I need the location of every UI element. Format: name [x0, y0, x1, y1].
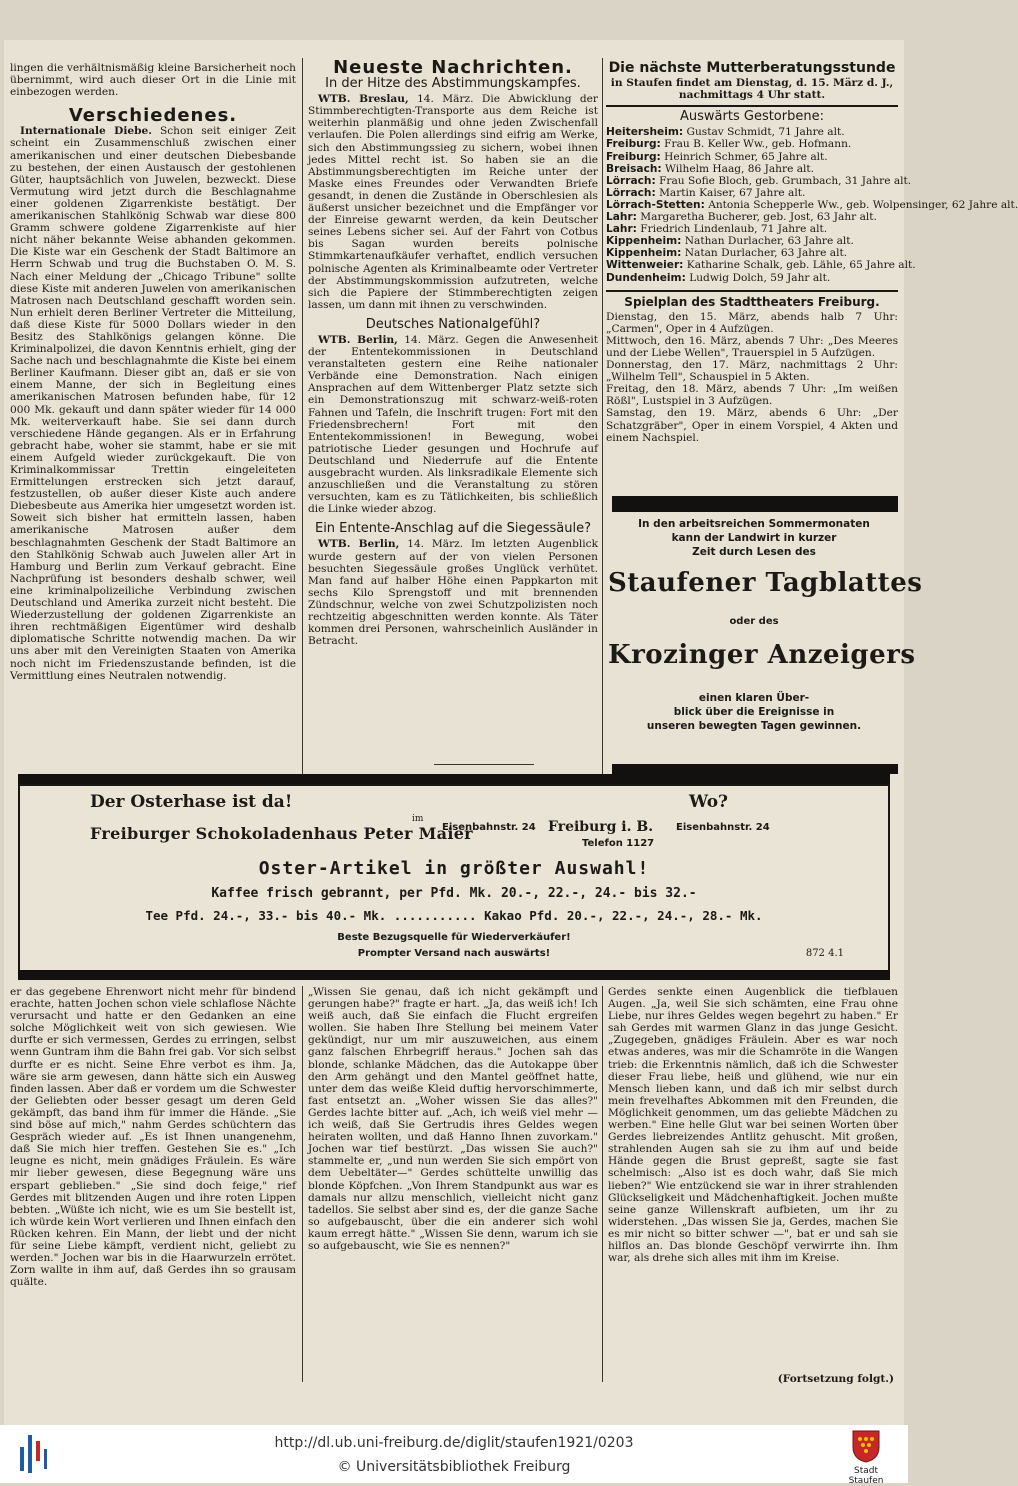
address-left: Eisenbahnstr. 24 [442, 822, 536, 833]
ad-top-bar [612, 496, 898, 512]
theater-list [606, 311, 898, 444]
section-heading-misc: Verschiedenes. [68, 105, 238, 127]
section-heading-news: Neueste Nachrichten. [333, 57, 573, 78]
news-lead-2: WTB. Berlin, [318, 333, 398, 346]
death-entry [606, 126, 898, 138]
death-place: Freiburg: [606, 138, 661, 151]
death-entry [606, 223, 898, 235]
copyright-text: © Universitätsbibliothek Freiburg [337, 1459, 571, 1475]
continued-label: (Fortsetzung folgt.) [777, 1373, 894, 1385]
death-place: Lörrach-Stetten: [606, 198, 705, 211]
serial-column-3 [608, 986, 898, 1372]
coffee-prices: Kaffee frisch gebrannt, per Pfd. Mk. 20.-, 22.-, 24.- bis 32.- [211, 886, 697, 901]
section-divider [434, 764, 534, 765]
death-details: Antonia Schepperle Ww., geb. Wolpensinger, 62 Jahre alt. [708, 198, 1018, 211]
left-column [10, 62, 296, 784]
article-lead: Internationale Diebe. [20, 125, 152, 138]
death-details: Frau B. Keller Ww., geb. Hofmann. [664, 138, 852, 151]
ad-bottom-line-3: unseren bewegten Tagen gewinnen. [646, 720, 862, 732]
staufen-crest-icon [851, 1429, 881, 1463]
death-entry [606, 174, 912, 187]
right-column [606, 58, 1018, 498]
news-text-2: 14. März. Gegen die Anwesenheit der Ententekommissionen in Deutschland veranstalteten gestern eine Reihe nationaler Verbände eine Demonstration. Nach einigen Ansprachen auf dem Wittenberger Platz setzte sich ein Demonstrationszug mit schwarz-weiß-roten Fahnen und Tafeln, die Inschrift trugen: Fort mit den Friedensbrechern! Fort mit den Ententekommissionen! in Bewegung, wobei patriotische Lieder gesungen und Hochrufe auf Deutschland und Niederrufe auf die Entente ausgebracht wurden. Als linksradikale Elemente sich anzuschließen und die Veranstaltung zu stören versuchten, kam es zu Tätlichkeiten, bis schließlich die Linke wieder abzog. [308, 333, 598, 516]
viewer-footer [0, 1425, 908, 1486]
death-place: Lahr: [606, 211, 637, 224]
death-entry [606, 247, 898, 259]
news-item-2 [308, 334, 598, 515]
news-item-1 [308, 93, 598, 311]
death-entry [606, 211, 898, 223]
ad-bottom-line-2: blick über die Ereignisse in [673, 706, 835, 718]
death-details: Ludwig Dolch, 59 Jahr alt. [689, 271, 831, 284]
death-details: Nathan Durlacher, 63 Jahre alt. [684, 235, 854, 248]
death-entry [606, 151, 898, 163]
wo-headline: Wo? [688, 792, 728, 812]
death-place: Wittenweier: [606, 259, 684, 272]
ad-top-line-1: In den arbeitsreichen Sommermonaten [638, 518, 870, 530]
news-subheading-2: Deutsches Nationalgefühl? [365, 316, 541, 332]
newspaper-page [4, 40, 1018, 1425]
column-divider [302, 58, 303, 778]
shop-name: Freiburger Schokoladenhaus Peter Maier [90, 824, 473, 843]
column-divider [602, 986, 603, 1382]
serial-column-1 [10, 986, 296, 1384]
death-entry [606, 198, 1018, 211]
death-place: Breisach: [606, 162, 662, 175]
article-body: Schon seit einiger Zeit scheint ein Zusammenschluß zwischen einer amerikanischen und einer deutschen Diebesbande zu bestehen, der einen Austausch der gestohlenen Güter, hauptsächlich von Juwelen, bezweckt. Diese Vermutung wird jetzt durch die Beschlagnahme einer goldenen Zigarrenkiste bestätigt. Der amerikanischen Stahlkönig Schwab war diese 800 Gramm schwere goldene Zigarrenkiste auf hier nicht näher bekannte Weise abhanden gekommen. Die Kiste war ein Geschenk der Stadt Baltimore an Herrn Schwab und trug die Buchstaben O. M. S. Nach einer Meldung der „Chicago Tribune" sollte diese Kiste mit anderen Juwelen von amerikanischen Matrosen nach Deutschland geschafft worden sein. Nun erhielt deren Berliner Vertreter die Mitteilung, daß diese Kiste für 5000 Dollars wieder in den Besitz des Stahlkönigs gelangen könne. Die Kriminalpolizei, die davon Kenntnis erhielt, ging der Sache nach und beschlagnahmte die Kiste bei einem Berliner Kaufmann. Dieser gibt an, daß er sie von einem Manne, der sich in Begleitung eines amerikanischen Matrosen befunden habe, für 12 000 Mk. gekauft und dann später wieder für 14 000 Mk. weiterverkauft habe. Sie sei dann durch verschiedene Hände gegangen. Als er in Erfahrung gebracht habe, woher sie stammt, habe er sie mit einem Aufgeld wieder zurückgekauft. Die von Kriminalkommissar Trettin eingeleiteten Ermittelungen erstrecken sich jetzt darauf, festzustellen, ob außer dieser Kiste auch andere Diebesbeute aus Amerika hier umgesetzt worden ist. Soweit sich bisher hat ermitteln lassen, haben amerikanische Matrosen außer dem beschlagnahmten Geschenk der Stadt Baltimore an den Stahlkönig Schwab auch Juwelen aller Art in Hamburg und Berlin zum Verkauf gebracht. Eine Nachprüfung ist besonders deshalb schwer, weil eine kriminalpolizeiliche Verbindung zwischen Deutschland und Amerika zurzeit nicht besteht. Die Wiederzustellung der goldenen Zigarrenkiste an ihren rechtmäßigen Eigentümer wird deshalb diplomatische Schritte notwendig machen. Da wir uns aber mit den Vereinigten Staaten von Amerika noch nicht im Friedenszustande befinden, ist die Vermittlung eines Neutralen notwendig. [10, 125, 296, 682]
ad-top-line-2: kann der Landwirt in kurzer [671, 532, 837, 544]
document-url[interactable]: http://dl.ub.uni-freiburg.de/diglit/staufen1921/0203 [274, 1435, 634, 1451]
column-divider [302, 986, 303, 1382]
death-details: Margaretha Bucherer, geb. Jost, 63 Jahr alt. [640, 211, 877, 224]
death-details: Gustav Schmidt, 71 Jahre alt. [686, 126, 845, 139]
ad-top-line-3: Zeit durch Lesen des [692, 546, 816, 558]
death-place: Lörrach: [606, 174, 656, 187]
death-details: Frau Sofie Bloch, geb. Grumbach, 31 Jahre alt. [659, 174, 912, 187]
serial-text-3: Gerdes senkte einen Augenblick die tiefblauen Augen. „Ja, weil Sie sich schämten, eine Frau ohne Liebe, nur ihres Geldes wegen begehrt zu haben." Er sah Gerdes mit warmen Glanz in das junge Gesicht. „Zugegeben, gnädiges Fräulein. Aber es war noch etwas anderes, was mir die Schamröte in die Wangen trieb: die Erkenntnis nämlich, daß ich die Schwester dieser Frau liebe, heiß und glühend, wie nur ein Mensch lieben kann, und daß ich mir selbst durch mein frevelhaftes Abkommen mit den Freunden, die Möglichkeit genommen, um das geliebte Mädchen zu werben." Eine helle Glut war bei seinen Worten über Gerdes liebreizendes Antlitz gehuscht. Mit großen, strahlenden Augen sah sie zu ihm auf und beide Hände gegen die Brust gepreßt, sagte sie fast schelmisch: „Also ist es doch wahr, daß Sie mich lieben?" Wie entzückend sie war in ihrer strahlenden Glückseligkeit und Mädchenhaftigkeit. Jochen mußte seine ganze Willenskraft aufbieten, um ihr zu widerstehen. „Das wissen Sie ja, Gerdes, machen Sie es mir nicht so bitter schwer —", bat er und sah sie hilflos an. Das blonde Geschöpf verwirrte ihn. Ihm war, als drehe sich alles mit ihm im Kreise. [608, 986, 898, 1265]
theater-title: Spielplan des Stadttheaters Freiburg. [624, 294, 880, 309]
serial-text-1: er das gegebene Ehrenwort nicht mehr für bindend erachte, hatten Jochen schon viele schlaflose Nächte verursacht und hatte er den Gedanken an eine solche Möglichkeit weit von sich gewiesen. Wie durfte er sich vermessen, Gerdes zu erringen, selbst wenn Guntram ihm die Bahn frei gab. Vor sich selbst durfte er es nicht. Seine Ehre verbot es ihm. Ja, wäre sie arm gewesen, dann hätte sich ein Ausweg finden lassen. Aber daß er vordem um die Schwester der Geliebten oder besser gesagt um deren Geld gekämpft, das band ihm für immer die Hände. „Sie sind böse auf mich," nahm Gerdes schüchtern das Gespräch wieder auf. „Es ist Ihnen unangenehm, daß Sie mich hier treffen. Gestehen Sie es." „Ich leugne es nicht, mein gnädiges Fräulein. Es wäre mir lieber gewesen, diese Begegnung wäre uns erspart geblieben." „Sie sind doch feige," rief Gerdes mit blitzenden Augen und ihre roten Lippen bebten. „Wüßte ich nicht, wie es um Sie bestellt ist, ich würde kein Wort verlieren und Ihnen einfach den Rücken kehren. Ein Mann, der liebt und der nicht für seine Liebe kämpft, verdient nicht, geliebt zu werden." Jochen war bis in die Haarwurzeln errötet. Zorn wallte in ihm auf, daß Gerdes ihn so grausam quälte. [10, 986, 296, 1289]
ad-title-tagblatt: Staufener Tagblattes [608, 568, 923, 598]
death-details: Katharine Schalk, geb. Lähle, 65 Jahre alt. [686, 259, 916, 272]
resale-note: Beste Bezugsquelle für Wiederverkäufer! [337, 932, 571, 943]
shop-ad-bottom-band [18, 970, 890, 980]
ad-title-krozinger: Krozinger Anzeigers [608, 640, 916, 670]
shipping-note: Prompter Versand nach auswärts! [357, 948, 551, 959]
shop-ad-top-band [18, 774, 890, 784]
death-details: Heinrich Schmer, 65 Jahre alt. [664, 150, 828, 163]
serial-text-2: „Wissen Sie genau, daß ich nicht gekämpft und gerungen habe?" fragte er hart. „Ja, das weiß ich! Ich weiß auch, daß Sie einfach die Flucht ergreifen wollen. Sie haben Ihre Stellung bei meinem Vater gekündigt, nur um mir auszuweichen, aus einem ganz falschen Ehrbegriff heraus." Jochen sah das blonde, schlanke Mädchen, das die Autokappe über den Arm gehängt und den Mantel geöffnet hatte, unter dem das weiße Kleid duftig hervorschimmerte, fast entsetzt an. „Woher wissen Sie das alles?" Gerdes lachte bitter auf. „Ach, ich weiß viel mehr — ich weiß, daß Sie Gertrudis ihres Geldes wegen heiraten wollten, und daß Hanno Ihnen zuvorkam." Jochen war tief bestürzt. „Das wissen Sie auch?" stammelte er, „und nun werden Sie sich empört von dem Uebeltäter—" Gerdes schüttelte unwillig das blonde Köpfchen. „Von Ihrem Standpunkt aus war es damals nur allzu menschlich, vielleicht nicht ganz tadellos. Sie selbst aber sind es, der die ganze Sache so aufgebauscht, über die ein anderer sich wohl kaum erregt hätte." „Wissen Sie denn, warum ich sie so aufgebauscht, wie Sie es nennen?" [308, 986, 598, 1252]
intro-text: lingen die verhältnismäßig kleine Barsicherheit noch übernimmt, wird auch dieser Ort in die Linie mit einbezogen werden. [10, 62, 296, 99]
theater-entry: Freitag, den 18. März, abends 7 Uhr: „Im weißen Rößl", Lustspiel in 3 Aufzügen. [606, 383, 898, 408]
death-place: Lörrach: [606, 186, 656, 199]
death-entry [606, 235, 898, 247]
middle-column [308, 58, 598, 788]
death-place: Freiburg: [606, 150, 661, 163]
ad-oder: oder des [729, 616, 779, 627]
theater-entry: Samstag, den 19. März, abends 6 Uhr: „Der Schatzgräber", Oper in einem Vorspiel, 4 Akten und einem Nachspiel. [606, 407, 898, 444]
death-entry [606, 272, 898, 284]
news-subheading-1: In der Hitze des Abstimmungskampfes. [325, 76, 581, 92]
death-entry [606, 259, 916, 272]
mutter-text: in Staufen findet am Dienstag, d. 15. März d. J., nachmittags 4 Uhr statt. [610, 77, 894, 102]
death-place: Kippenheim: [606, 235, 682, 248]
city-label: Stadt Staufen [848, 1466, 884, 1486]
death-entry [606, 163, 898, 175]
death-place: Lahr: [606, 223, 637, 236]
mutter-title: Die nächste Mutterberatungsstunde [608, 60, 896, 76]
shop-phone: Telefon 1127 [582, 838, 655, 849]
ad-code: 872 4.1 [805, 948, 844, 959]
shop-city: Freiburg i. B. [548, 819, 654, 835]
shop-ad-box [18, 784, 890, 972]
address-right: Eisenbahnstr. 24 [676, 822, 770, 833]
death-details: Friedrich Lindenlaub, 71 Jahre alt. [640, 223, 828, 236]
im-label: im [412, 814, 424, 824]
news-lead-1: WTB. Breslau, [318, 93, 409, 106]
tagblatt-ad [608, 516, 923, 778]
deaths-list [606, 126, 1018, 284]
theater-entry: Donnerstag, den 17. März, nachmittags 2 Uhr: „Wilhelm Tell", Schauspiel in 5 Akten. [606, 359, 898, 384]
staufen-logo [836, 1429, 896, 1486]
column-divider [602, 58, 603, 788]
news-text-1: 14. März. Die Abwicklung der Stimmberechtigten-Transporte aus dem Reiche ist weiterhin planmäßig und ohne jeden Zwischenfall verlaufen. Die Polen allerdings sind eifrig am Werke, sich den Abstimmungssieg zu sichern, wobei ihnen jedes Mittel recht ist. So haben sie an die Abstimmungsberechtigten im Reiche unter der Maske eines Freundes oder Verwandten Briefe gesandt, in denen die Zustände in Oberschlesien als äußerst unsicher bezeichnet und die Empfänger vor der Einreise gewarnt werden, da kein Deutscher seines Lebens sicher sei. Auf der Fahrt von Cotbus bis Sagan wurden bereits polnische Stimmkartenaufkäufer verhaftet, endlich versuchen polnische Agenten als Kriminalbeamte oder Vertreter der Abstimmungskommission aufzutreten, welche sich die Papiere der Stimmberechtigten zeigen lassen, um dann mit ihnen zu verschwinden. [308, 93, 598, 311]
death-details: Natan Durlacher, 63 Jahre alt. [684, 247, 848, 260]
death-details: Martin Kaiser, 67 Jahre alt. [659, 186, 806, 199]
news-text-3: 14. März. Im letzten Augenblick wurde gestern auf der von vielen Personen besuchten Siegessäule großes Unglück verhütet. Man fand auf halber Höhe einen Pappkarton mit sechs Kilo Sprengstoff und mit brennenden Zündschnur, welche von zwei Schutzpolizisten noch rechtzeitig abgeschnitten werden konnte. Als Täter kommen drei Personen, wahrscheinlich Ausländer in Betracht. [308, 538, 599, 648]
death-place: Heitersheim: [606, 126, 684, 139]
serial-column-2 [308, 986, 598, 1384]
theater-entry: Mittwoch, den 16. März, abends 7 Uhr: „Des Meeres und der Liebe Wellen", Trauerspiel in 5 Aufzügen. [606, 334, 898, 359]
news-subheading-3: Ein Entente-Anschlag auf die Siegessäule? [314, 521, 592, 537]
deaths-title: Auswärts Gestorbene: [680, 109, 824, 125]
tea-cocoa-prices: Tee Pfd. 24.-, 33.- bis 40.- Mk. ........... Kakao Pfd. 20.-, 22.-, 24.-, 28.- Mk. [145, 908, 763, 923]
death-details: Wilhelm Haag, 86 Jahre alt. [665, 162, 815, 175]
theater-entry: Dienstag, den 15. März, abends halb 7 Uhr: „Carmen", Oper in 4 Aufzügen. [606, 310, 898, 335]
ad-bottom-line-1: einen klaren Über- [698, 692, 810, 704]
oster-artikel: Oster-Artikel in größter Auswahl! [258, 858, 650, 879]
news-lead-3: WTB. Berlin, [318, 538, 400, 551]
death-entry [606, 187, 898, 199]
article-diebe [10, 125, 296, 681]
news-item-3 [308, 538, 598, 647]
osterhase-headline: Der Osterhase ist da! [90, 792, 293, 812]
death-entry [606, 138, 898, 150]
death-place: Dundenheim: [606, 271, 686, 284]
ad-bottom-bar [612, 764, 898, 774]
death-place: Kippenheim: [606, 247, 682, 260]
